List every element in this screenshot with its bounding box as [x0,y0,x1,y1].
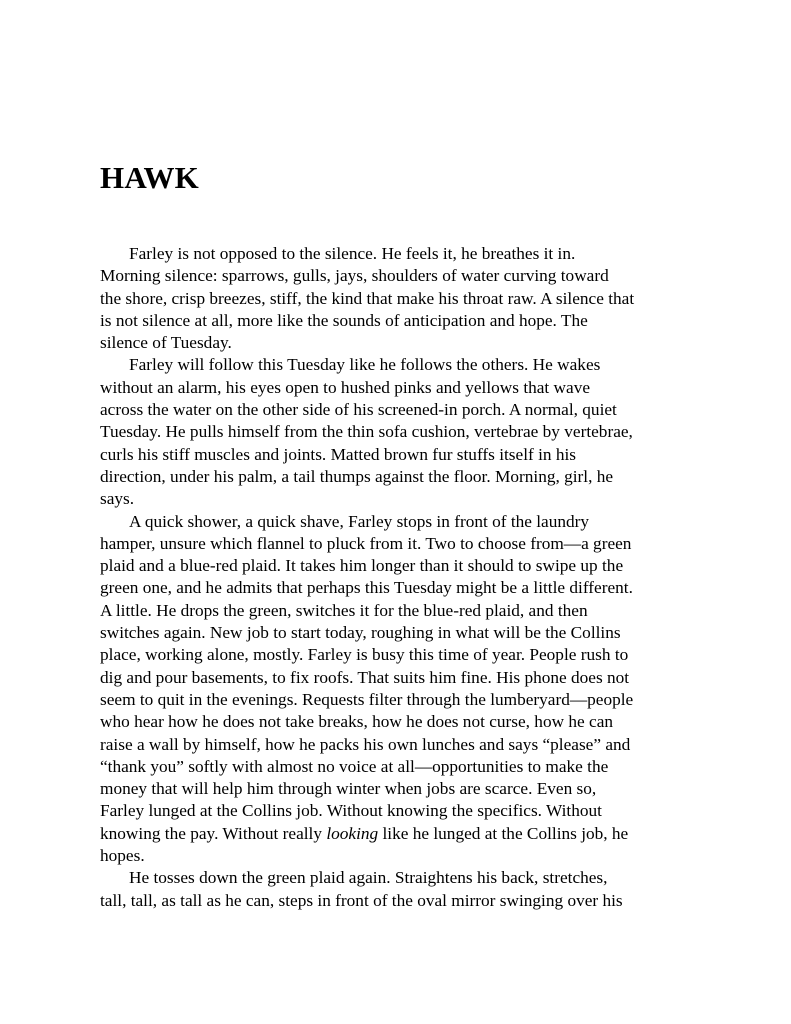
text-line: curls his stiff muscles and joints. Matted brown fur stuffs itself in his [100,444,576,464]
text-line: says. [100,489,135,509]
paragraph-first-line: Farley will follow this Tuesday like he follows the others. He wakes [129,355,601,375]
text-line: is not silence at all, more like the sounds of anticipation and hope. The [100,310,588,330]
text-segment: like he lunged at the Collins job, he [378,823,629,843]
text-line: “thank you” softly with almost no voice at all—opportunities to make the [100,756,609,776]
text-line: plaid and a blue-red plaid. It takes him longer than it should to swipe up the [100,556,624,576]
text-line: Tuesday. He pulls himself from the thin sofa cushion, vertebrae by vertebrae, [100,422,633,442]
chapter-body [100,243,698,912]
text-line: hamper, unsure which flannel to pluck from it. Two to choose from—a green [100,533,632,553]
paragraph-first-line: A quick shower, a quick shave, Farley stops in front of the laundry [129,511,590,531]
text-line: who hear how he does not take breaks, how he does not curse, how he can [100,712,614,732]
chapter-title: HAWK [100,160,199,195]
text-line: Morning silence: sparrows, gulls, jays, shoulders of water curving toward [100,266,609,286]
text-line: money that will help him through winter when jobs are scarce. Even so, [100,779,597,799]
italic-word: looking [326,823,379,843]
text-line: tall, tall, as tall as he can, steps in front of the oval mirror swinging over his [100,890,623,910]
text-line: without an alarm, his eyes open to hushed pinks and yellows that wave [100,377,591,397]
text-line: switches again. New job to start today, roughing in what will be the Collins [100,623,621,643]
text-line: A little. He drops the green, switches it for the blue-red plaid, and then [100,600,588,620]
text-line: place, working alone, mostly. Farley is busy this time of year. People rush to [100,645,629,665]
text-segment: knowing the pay. Without really [100,823,327,843]
paragraph-first-line: He tosses down the green plaid again. Straightens his back, stretches, [129,868,608,888]
text-line: across the water on the other side of his screened-in porch. A normal, quiet [100,400,617,420]
text-line: silence of Tuesday. [100,333,232,353]
text-line: green one, and he admits that perhaps this Tuesday might be a little different. [100,578,633,598]
text-line: dig and pour basements, to fix roofs. That suits him fine. His phone does not [100,667,630,687]
text-line: raise a wall by himself, how he packs his own lunches and says “please” and [100,734,631,754]
text-line: direction, under his palm, a tail thumps against the floor. Morning, girl, he [100,466,614,486]
text-line: hopes. [100,846,145,866]
paragraph-first-line: Farley is not opposed to the silence. He feels it, he breathes it in. [129,244,576,263]
text-line: Farley lunged at the Collins job. Without knowing the specifics. Without [100,801,602,821]
text-line: the shore, crisp breezes, stiff, the kind that make his throat raw. A silence that [100,288,635,308]
text-line [100,823,698,845]
text-line: seem to quit in the evenings. Requests filter through the lumberyard—people [100,689,634,709]
